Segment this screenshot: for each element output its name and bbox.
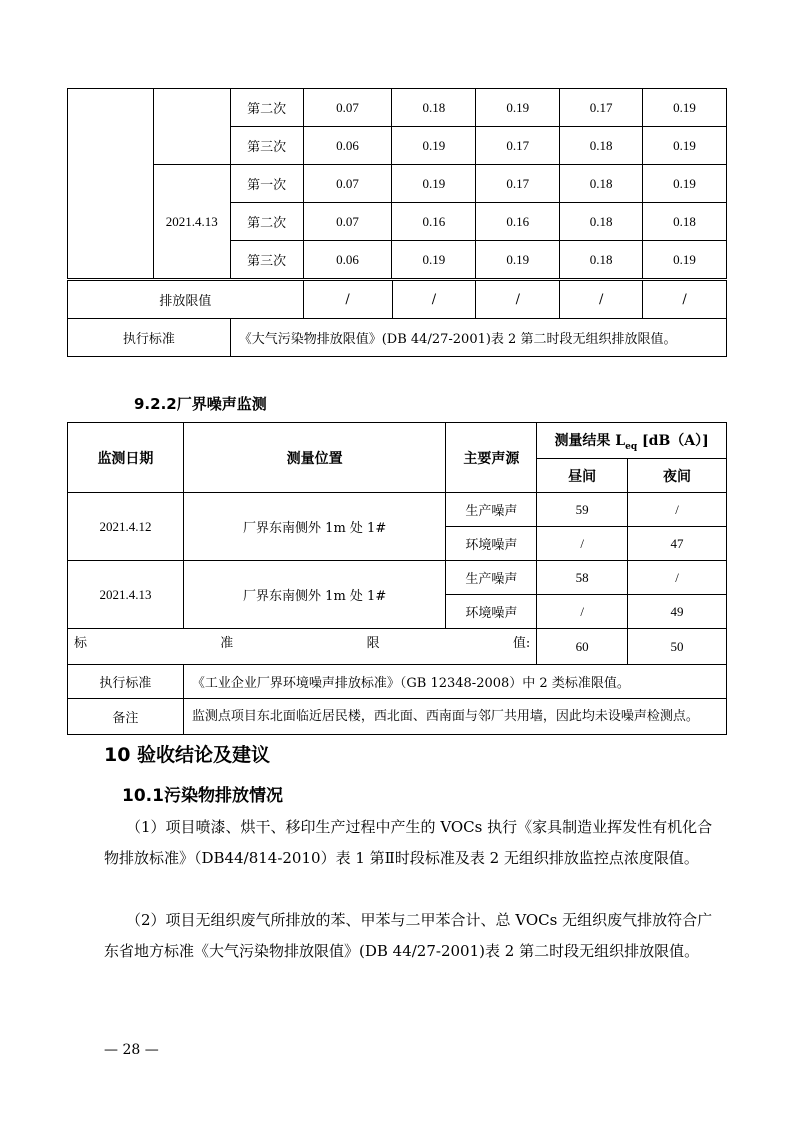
value-cell: 0.19 [392,165,476,203]
limit-char: 准 [220,635,234,651]
emission-standard [67,318,727,357]
source-cell: 环境噪声 [446,527,537,561]
day-value: / [537,527,628,561]
limit-char: 标 [74,635,88,651]
limit-label [68,629,537,665]
emission-table [67,88,727,279]
value-cell: 0.17 [560,89,643,127]
emission-table-footer [67,280,727,319]
value-cell: 0.16 [392,203,476,241]
value-cell: 0.16 [476,203,560,241]
sample-time: 第一次 [230,165,303,203]
standard-text: 《工业企业厂界环境噪声排放标准》（GB 12348-2008）中 2 类标准限值。 [183,665,726,699]
noise-table [67,422,727,735]
table-row [68,629,727,665]
night-value: 47 [628,527,727,561]
chapter-heading: 10 验收结论及建议 [104,744,271,766]
sample-time: 第二次 [230,89,303,127]
sample-time: 第三次 [230,127,303,165]
value-cell: 0.19 [476,241,560,279]
date-cell: 2021.4.13 [153,165,230,279]
result-sub: eq [625,441,638,452]
blank-cell [153,89,230,165]
value-cell: 0.19 [643,89,727,127]
limit-value: / [303,281,392,319]
table-row [68,319,727,357]
section-heading: 9.2.2厂界噪声监测 [134,395,267,413]
remark-label: 备注 [68,699,184,735]
value-cell: 0.19 [643,127,727,165]
night-value: / [628,493,727,527]
table-row [68,89,727,127]
value-cell: 0.19 [643,165,727,203]
result-suffix: [dB（A）] [637,432,709,449]
table-row [68,493,727,527]
table-row [68,281,727,319]
remark-text: 监测点项目东北面临近居民楼，西北面、西南面与邻厂共用墙，因此均未设噪声检测点。 [183,699,726,735]
source-cell: 生产噪声 [446,561,537,595]
limit-value: / [392,281,476,319]
limit-value: / [560,281,643,319]
value-cell: 0.07 [303,165,392,203]
table-row [68,165,727,203]
position-cell: 厂界东南侧外 1m 处 1# [183,493,446,561]
value-cell: 0.18 [560,203,643,241]
limit-value: / [476,281,560,319]
day-value: / [537,595,628,629]
header-date: 监测日期 [68,423,184,493]
sample-time: 第二次 [230,203,303,241]
result-prefix: 测量结果 L [554,432,626,449]
value-cell: 0.19 [392,127,476,165]
date-cell: 2021.4.12 [68,493,184,561]
value-cell: 0.06 [303,241,392,279]
section-heading: 10.1污染物排放情况 [122,786,283,806]
source-cell: 环境噪声 [446,595,537,629]
blank-cell [68,89,154,279]
value-cell: 0.18 [392,89,476,127]
standard-label: 执行标准 [68,665,184,699]
limit-value: / [643,281,727,319]
table-row [68,699,727,735]
value-cell: 0.18 [643,203,727,241]
limit-label: 排放限值 [68,281,304,319]
limit-day: 60 [537,629,628,665]
value-cell: 0.18 [560,165,643,203]
page-number: — 28 — [104,1042,159,1058]
header-position: 测量位置 [183,423,446,493]
header-day: 昼间 [537,459,628,493]
day-value: 58 [537,561,628,595]
standard-label: 执行标准 [68,319,231,357]
value-cell: 0.17 [476,127,560,165]
table-row [68,561,727,595]
value-cell: 0.07 [303,203,392,241]
header-night: 夜间 [628,459,727,493]
night-value: 49 [628,595,727,629]
paragraph: （2）项目无组织废气所排放的苯、甲苯与二甲苯合计、总 VOCs 无组织废气排放符合广东省地方标准《大气污染物排放限值》(DB 44/27-2001)表 2 第二时段无组织排放限值。 [104,911,713,960]
header-source: 主要声源 [446,423,537,493]
value-cell: 0.17 [476,165,560,203]
limit-night: 50 [628,629,727,665]
value-cell: 0.19 [476,89,560,127]
table-header-row [68,423,727,459]
value-cell: 0.18 [560,127,643,165]
paragraph: （1）项目喷漆、烘干、移印生产过程中产生的 VOCs 执行《家具制造业挥发性有机化合物排放标准》（DB44/814-2010）表 1 第Ⅱ时段标准及表 2 无组织排放监控点浓度限值。 [104,818,713,867]
table-row [68,665,727,699]
value-cell: 0.19 [643,241,727,279]
value-cell: 0.06 [303,127,392,165]
date-cell: 2021.4.13 [68,561,184,629]
source-cell: 生产噪声 [446,493,537,527]
header-result [537,423,727,459]
sample-time: 第三次 [230,241,303,279]
night-value: / [628,561,727,595]
day-value: 59 [537,493,628,527]
value-cell: 0.18 [560,241,643,279]
value-cell: 0.19 [392,241,476,279]
value-cell: 0.07 [303,89,392,127]
limit-char: 值: [512,635,531,651]
limit-char: 限 [366,635,380,651]
standard-text: 《大气污染物排放限值》(DB 44/27-2001)表 2 第二时段无组织排放限值。 [230,319,726,357]
position-cell: 厂界东南侧外 1m 处 1# [183,561,446,629]
